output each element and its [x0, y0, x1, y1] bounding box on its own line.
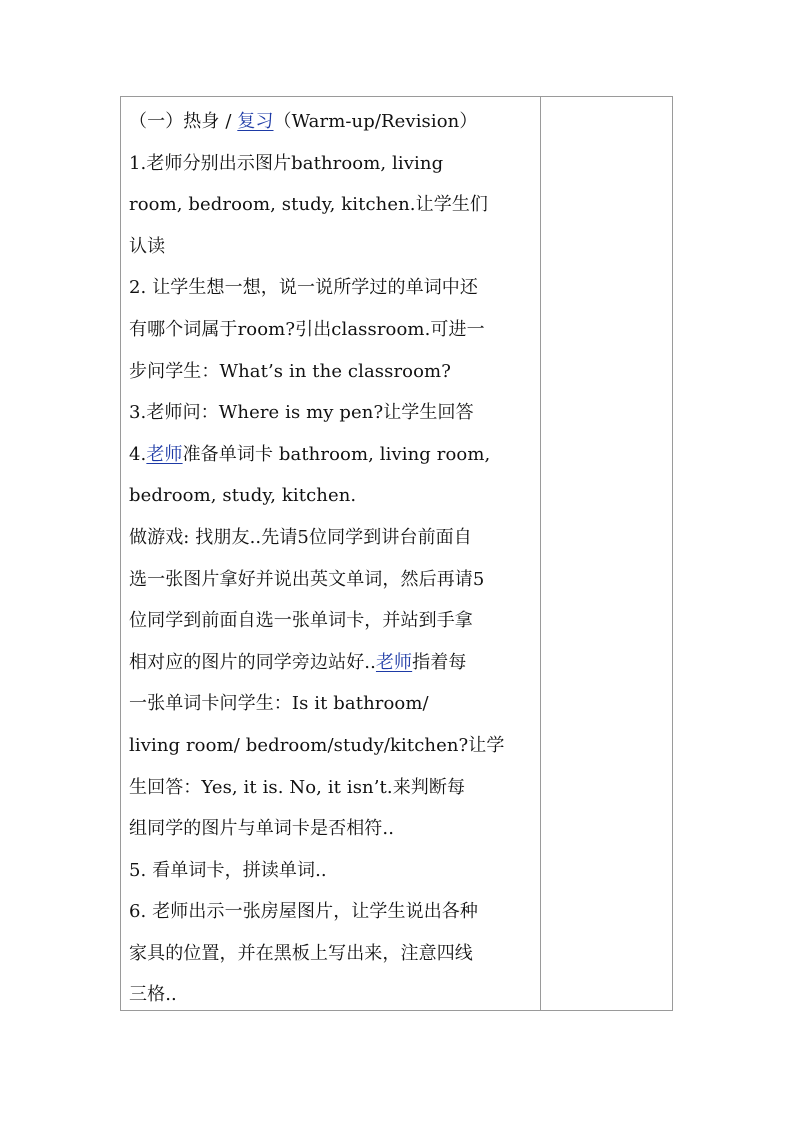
line-7: 步问学生：What’s in the classroom?	[129, 360, 451, 382]
line-14-pre: 相对应的图片的同学旁边站好..	[129, 651, 376, 673]
line-2: 1.老师分别出示图片bathroom, living	[129, 152, 444, 174]
line-9-pre: 4.	[129, 443, 147, 465]
line-1-post: （Warm-up/Revision）	[273, 111, 478, 132]
teacher-link-1[interactable]: 老师	[146, 443, 183, 465]
line-18: 组同学的图片与单词卡是否相符..	[129, 818, 395, 840]
revision-link[interactable]: 复习	[237, 111, 274, 132]
line-20: 6. 老师出示一张房屋图片，让学生说出各种	[129, 901, 478, 923]
line-14	[129, 642, 540, 684]
notes-cell	[541, 97, 672, 1010]
lesson-table	[120, 96, 673, 1011]
line-3: room, bedroom, study, kitchen.让学生们	[129, 194, 489, 216]
line-15: 一张单词卡问学生：Is it bathroom/	[129, 693, 429, 715]
line-10: bedroom, study, kitchen.	[129, 485, 357, 507]
line-5: 2. 让学生想一想，说一说所学过的单词中还	[129, 277, 478, 299]
teacher-link-2[interactable]: 老师	[375, 651, 413, 673]
line-19: 5. 看单词卡，拼读单词..	[129, 859, 327, 881]
lesson-content-cell	[121, 97, 541, 1010]
line-9	[129, 434, 540, 476]
line-22: 三格..	[129, 984, 177, 1006]
line-4: 认读	[129, 235, 166, 257]
line-6: 有哪个词属于room?引出classroom.可进一	[129, 318, 485, 340]
line-21: 家具的位置，并在黑板上写出来，注意四线	[129, 942, 473, 964]
line-1	[129, 101, 540, 143]
line-16: living room/ bedroom/study/kitchen?让学	[129, 734, 505, 756]
line-13: 位同学到前面自选一张单词卡，并站到手拿	[129, 610, 473, 632]
line-1-pre: （一）热身 /	[129, 111, 238, 132]
line-14-post: 指着每	[412, 651, 467, 673]
line-9-post: 准备单词卡 bathroom, living room,	[182, 443, 491, 465]
line-11: 做游戏: 找朋友..先请5位同学到讲台前面自	[129, 526, 472, 548]
line-12: 选一张图片拿好并说出英文单词，然后再请5	[129, 568, 485, 590]
line-17: 生回答：Yes, it is. No, it isn’t.来判断每	[129, 776, 466, 798]
line-8: 3.老师问：Where is my pen?让学生回答	[129, 402, 474, 424]
